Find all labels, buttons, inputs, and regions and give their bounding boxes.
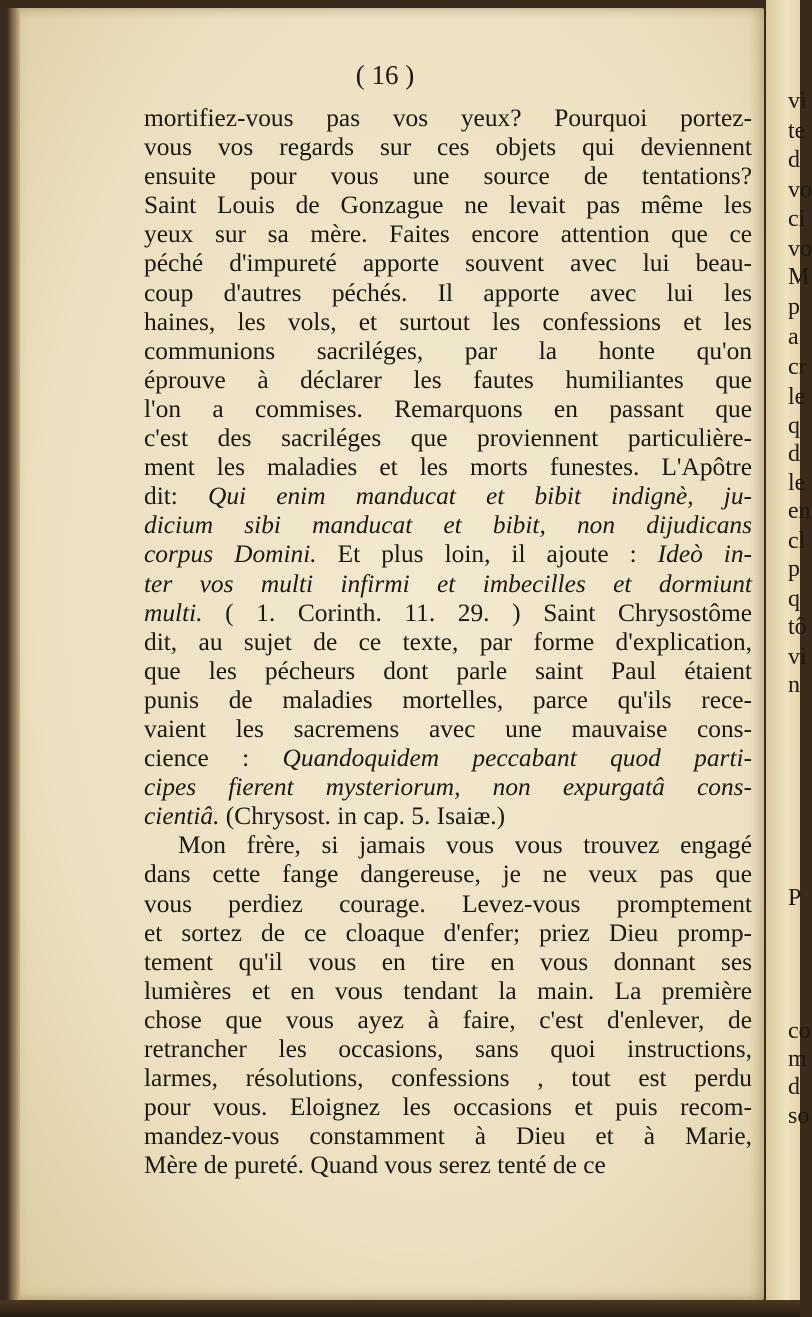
text-line [144, 628, 752, 657]
adjacent-page-fragment: d [788, 441, 800, 467]
latin-quote-segment: dicium sibi manducat et bibit, [144, 511, 577, 540]
adjacent-page-fragment: n [788, 672, 800, 698]
text-line [144, 133, 752, 162]
text-line [144, 511, 752, 540]
adjacent-page-fragment: ci [788, 206, 806, 232]
latin-quote-segment: Quandoquidem peccabant quod parti- [282, 744, 753, 773]
text-line [144, 1093, 752, 1122]
adjacent-page-fragment: q [788, 586, 800, 612]
text-segment: ensuite pour vous une source de tentations? [144, 162, 752, 191]
latin-quote-segment: multi. [144, 598, 203, 627]
text-segment: larmes, résolutions, confessions , tout est perdu [144, 1064, 752, 1093]
text-segment: péché d'impureté apporte souvent avec lui beau- [144, 249, 752, 278]
text-segment: lumières et en vous tendant la main. La première [144, 976, 752, 1005]
text-line [144, 657, 752, 686]
adjacent-page-fragment: vo [788, 177, 812, 203]
book-bottom-edge [0, 1300, 800, 1317]
text-segment: Mère de pureté. Quand vous serez tenté de ce [144, 1151, 606, 1180]
text-line [144, 890, 752, 919]
text-line [144, 1035, 752, 1064]
latin-quote-segment: corpus Domini. [144, 540, 317, 569]
adjacent-page-fragment: so [788, 1103, 810, 1129]
text-line [144, 570, 752, 599]
latin-quote-segment: cipes fierent mysteriorum, non expurgatâ cons- [144, 773, 752, 802]
text-segment: mandez-vous constamment à Dieu et à Marie, [144, 1122, 752, 1151]
latin-quote-segment: cientiâ. [144, 802, 220, 831]
adjacent-page-fragment: tô [788, 614, 807, 640]
text-segment: yeux sur sa mère. Faites encore attention que ce [144, 220, 752, 249]
text-line [144, 977, 752, 1006]
adjacent-page-fragment: p [788, 556, 800, 582]
text-segment: l'on a commises. Remarquons en passant que [144, 394, 752, 423]
text-line [144, 715, 752, 744]
text-line [144, 453, 752, 482]
text-segment: tement qu'il vous en tire en vous donnant ses [144, 947, 752, 976]
text-line [144, 482, 752, 511]
adjacent-page-fragment: vi [788, 644, 807, 670]
page-binding [6, 8, 20, 1300]
text-line [144, 948, 752, 977]
adjacent-page-fragment: d [788, 147, 800, 173]
adjacent-page-fragment: co [788, 1018, 811, 1044]
adjacent-page-fragment: le [788, 384, 806, 410]
text-line [144, 191, 752, 220]
text-line [144, 919, 752, 948]
adjacent-page-fragment: M [788, 264, 810, 290]
adjacent-page-fragment: en [788, 498, 811, 524]
page-number: ( 16 ) [355, 60, 415, 90]
adjacent-page-fragment: P [788, 885, 802, 911]
text-line [144, 1064, 752, 1093]
text-segment: cience : [144, 744, 283, 773]
text-segment: vous perdiez courage. Levez-vous promptement [144, 889, 752, 918]
text-segment: c'est des sacriléges que proviennent particulière- [144, 424, 752, 453]
text-segment: dans cette fange dangereuse, je ne veux pas que [144, 860, 752, 889]
latin-quote-segment: Qui enim manducat et bibit indignè, ju- [208, 482, 752, 511]
text-line [144, 686, 752, 715]
adjacent-page-fragment: te [788, 118, 806, 144]
adjacent-page-fragment: cl [788, 528, 806, 554]
adjacent-page-fragment: a [788, 324, 799, 350]
text-segment: dit: [144, 482, 208, 511]
text-line [144, 279, 752, 308]
text-segment: communions sacriléges, par la honte qu'on [144, 336, 752, 365]
text-line [144, 220, 752, 249]
text-line [144, 366, 752, 395]
text-segment: vaient les sacremens avec une mauvaise cons- [144, 714, 752, 743]
latin-quote-segment: ter vos multi infirmi et imbecilles et dormiunt [144, 569, 752, 598]
latin-quote-segment: non dijudicans [576, 511, 752, 540]
adjacent-page-fragment: cr [788, 354, 807, 380]
text-line [144, 599, 752, 628]
adjacent-page-fragment: vi [788, 88, 807, 114]
text-line [144, 249, 752, 278]
body-text [144, 104, 752, 1180]
text-line [144, 104, 752, 133]
text-segment: Mon frère, si jamais vous vous trouvez engagé [178, 831, 752, 860]
latin-quote-segment: Ideò in- [657, 540, 753, 569]
adjacent-page-fragment: m [788, 1046, 807, 1072]
text-segment: éprouve à déclarer les fautes humiliantes que [144, 365, 752, 394]
text-line [144, 308, 752, 337]
adjacent-page-fragment: p [788, 294, 800, 320]
text-segment: chose que vous ayez à faire, c'est d'enlever, de [144, 1005, 752, 1034]
adjacent-page-edge [766, 0, 812, 1317]
text-line [144, 860, 752, 889]
text-line [144, 337, 752, 366]
text-line [144, 424, 752, 453]
text-segment: (Chrysost. in cap. 5. Isaiæ.) [219, 802, 506, 831]
text-segment: ment les maladies et les morts funestes. L'Apôtre [144, 453, 752, 482]
adjacent-page-fragment: q [788, 413, 800, 439]
text-line [144, 1122, 752, 1151]
text-line [144, 802, 752, 831]
adjacent-page-fragment: d [788, 1074, 800, 1100]
book-page [6, 8, 764, 1300]
text-segment: que les pécheurs dont parle saint Paul étaient [144, 656, 752, 685]
text-line [144, 395, 752, 424]
text-segment: haines, les vols, et surtout les confessions et les [144, 307, 752, 336]
text-segment: punis de maladies mortelles, parce qu'ils rece- [144, 685, 752, 714]
text-line [144, 162, 752, 191]
text-segment: coup d'autres péchés. Il apporte avec lui les [144, 278, 752, 307]
text-line [144, 1151, 752, 1180]
text-segment: retrancher les occasions, sans quoi instructions, [144, 1035, 752, 1063]
adjacent-page-fragment: le [788, 470, 806, 496]
text-segment: pour vous. Eloignez les occasions et puis recom- [144, 1093, 752, 1122]
adjacent-page-fragment: vo [788, 236, 812, 262]
text-line [144, 744, 752, 773]
text-segment: dit, au sujet de ce texte, par forme d'explication, [144, 627, 752, 656]
text-line [144, 773, 752, 802]
text-segment: Et plus loin, il ajoute : [316, 540, 658, 569]
text-line [144, 831, 752, 860]
text-segment: et sortez de ce cloaque d'enfer; priez Dieu promp- [144, 918, 752, 947]
text-line [144, 1006, 752, 1035]
text-segment: Saint Louis de Gonzague ne levait pas même les [144, 191, 752, 220]
text-segment: vous vos regards sur ces objets qui deviennent [144, 133, 752, 162]
text-segment: ( 1. Corinth. 11. 29. ) Saint Chrysostôme [202, 598, 752, 627]
text-line [144, 540, 752, 569]
text-segment: mortifiez-vous pas vos yeux? Pourquoi portez- [144, 104, 752, 132]
